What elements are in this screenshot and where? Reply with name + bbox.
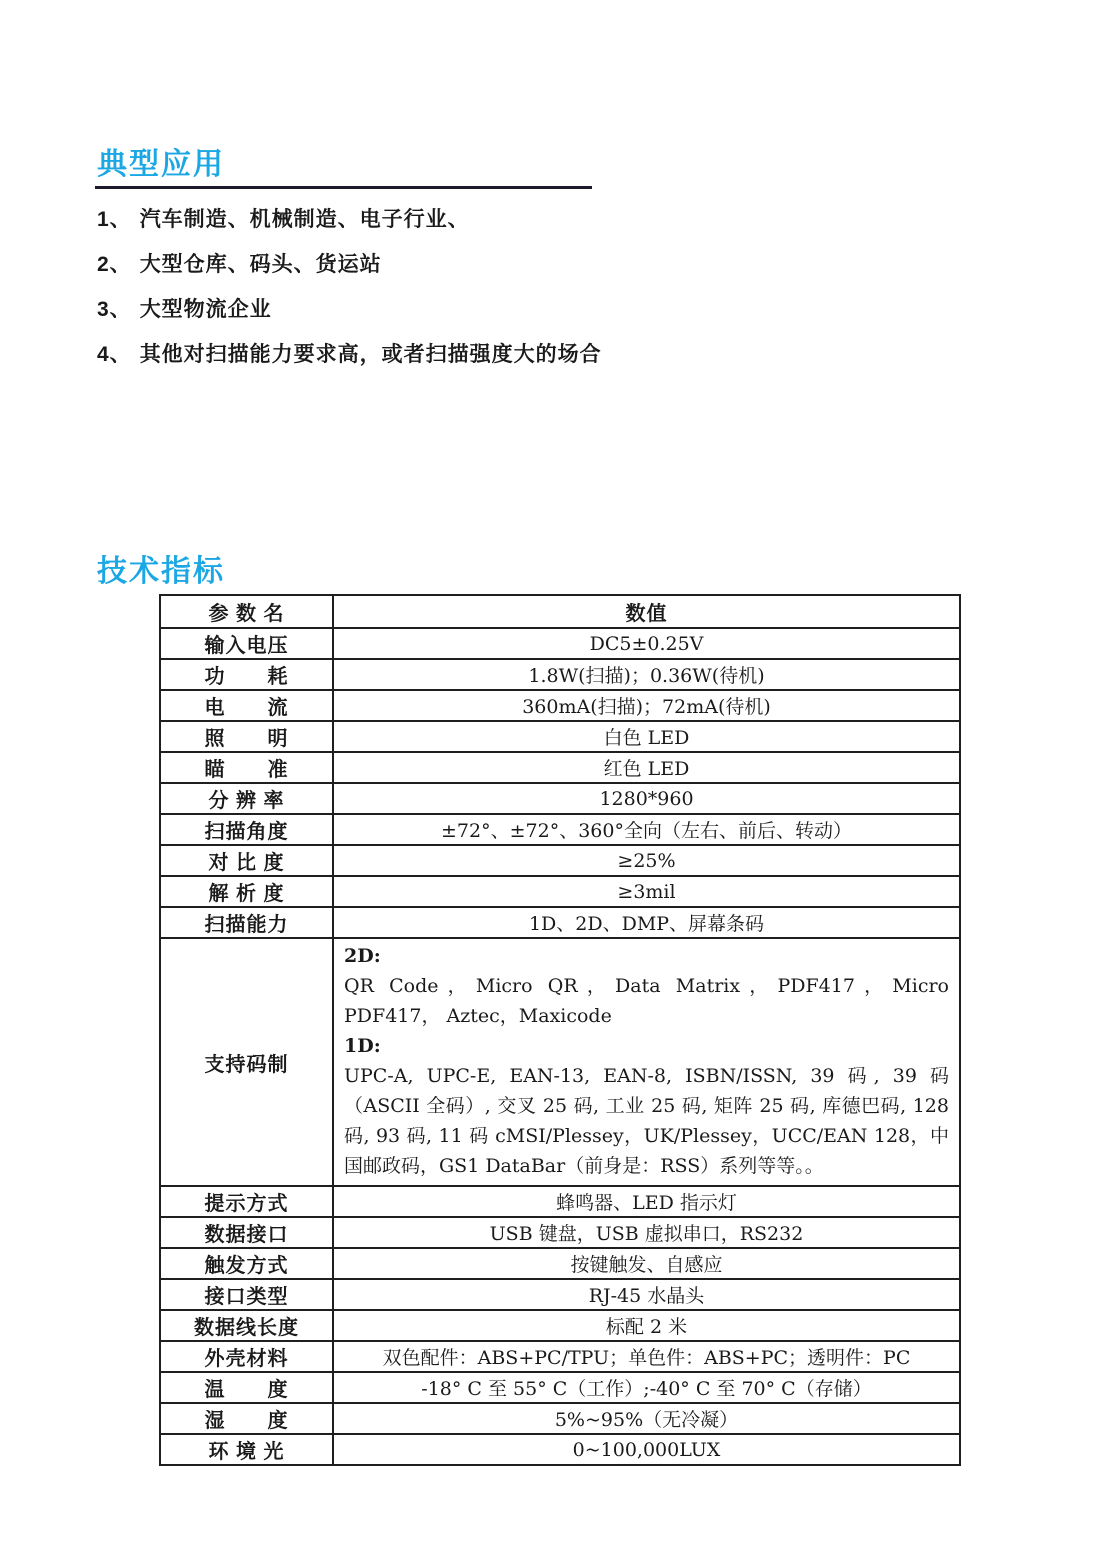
spec-param-cell: 湿 度 <box>160 1403 333 1434</box>
spec-param-cell: 瞄 准 <box>160 752 333 783</box>
spec-row <box>160 938 960 1186</box>
spec-value-cell: RJ-45 水晶头 <box>333 1279 960 1310</box>
spec-row <box>160 1310 960 1341</box>
application-item-text: 汽车制造、机械制造、电子行业、 <box>139 208 470 231</box>
spec-value-cell: DC5±0.25V <box>333 628 960 659</box>
spec-row <box>160 876 960 907</box>
spec-param-cell: 环 境 光 <box>160 1434 333 1465</box>
application-item-number: 4、 <box>97 343 132 366</box>
spec-param-cell: 扫描角度 <box>160 814 333 845</box>
spec-param-cell: 触发方式 <box>160 1248 333 1279</box>
spec-row <box>160 628 960 659</box>
spec-param-cell: 功 耗 <box>160 659 333 690</box>
spec-param-cell: 支持码制 <box>160 938 333 1186</box>
spec-param-cell: 扫描能力 <box>160 907 333 938</box>
specs-section-title: 技术指标 <box>97 555 225 588</box>
spec-row <box>160 1434 960 1465</box>
spec-value-cell: 1D、2D、DMP、屏幕条码 <box>333 907 960 938</box>
spec-row <box>160 659 960 690</box>
spec-param-cell: 数据接口 <box>160 1217 333 1248</box>
spec-row <box>160 1217 960 1248</box>
application-item-1 <box>97 206 997 234</box>
application-item-4 <box>97 341 997 369</box>
spec-value-cell: 白色 LED <box>333 721 960 752</box>
spec-value-cell: 5%~95%（无冷凝） <box>333 1403 960 1434</box>
spec-row <box>160 1372 960 1403</box>
spec-row <box>160 1341 960 1372</box>
spec-header-value: 数值 <box>333 595 960 628</box>
spec-param-cell: 接口类型 <box>160 1279 333 1310</box>
code-family-text: QR Code，Micro QR，Data Matrix，PDF417，Micro PDF417， Aztec，Maxicode <box>344 975 949 1027</box>
spec-param-cell: 输入电压 <box>160 628 333 659</box>
application-list <box>97 206 997 386</box>
code-family-text: UPC-A, UPC-E, EAN-13, EAN-8, ISBN/ISSN, 39 码, 39 码（ASCII 全码）, 交叉 25 码, 工业 25 码, 矩阵 25 码, 库德巴码, 128 码, 93 码, 11 码 cMSI/Plessey，UK/Plessey，UCC/EAN 128，中国邮政码，GS1 DataBar（前身是：RSS）系列等等。。 <box>344 1065 949 1177</box>
spec-value-cell: ±72°、±72°、360°全向（左右、前后、转动） <box>333 814 960 845</box>
spec-row <box>160 907 960 938</box>
spec-value-cell: 360mA(扫描)；72mA(待机) <box>333 690 960 721</box>
application-item-2 <box>97 251 997 279</box>
spec-row <box>160 1403 960 1434</box>
spec-param-cell: 外壳材料 <box>160 1341 333 1372</box>
spec-row <box>160 783 960 814</box>
spec-row <box>160 1279 960 1310</box>
spec-header-row <box>160 595 960 628</box>
spec-row <box>160 721 960 752</box>
spec-value-cell: 按键触发、自感应 <box>333 1248 960 1279</box>
spec-value-cell: 标配 2 米 <box>333 1310 960 1341</box>
spec-value-cell <box>333 938 960 1186</box>
spec-row <box>160 845 960 876</box>
spec-param-cell: 解 析 度 <box>160 876 333 907</box>
spec-row <box>160 752 960 783</box>
spec-value-cell: ≥25% <box>333 845 960 876</box>
applications-title-rule <box>95 186 592 189</box>
spec-value-cell: ≥3mil <box>333 876 960 907</box>
code-family-label: 2D: <box>344 945 381 967</box>
spec-param-cell: 电 流 <box>160 690 333 721</box>
spec-param-cell: 数据线长度 <box>160 1310 333 1341</box>
spec-row <box>160 1186 960 1217</box>
spec-param-cell: 对 比 度 <box>160 845 333 876</box>
spec-row <box>160 814 960 845</box>
spec-row <box>160 690 960 721</box>
application-item-number: 1、 <box>97 208 132 231</box>
spec-value-cell: 红色 LED <box>333 752 960 783</box>
application-item-3 <box>97 296 997 324</box>
spec-value-cell: 0~100,000LUX <box>333 1434 960 1465</box>
spec-value-cell: 1280*960 <box>333 783 960 814</box>
spec-table-body <box>160 628 960 1465</box>
spec-param-cell: 温 度 <box>160 1372 333 1403</box>
spec-value-cell: USB 键盘，USB 虚拟串口，RS232 <box>333 1217 960 1248</box>
application-item-number: 2、 <box>97 253 132 276</box>
spec-value-cell: 1.8W(扫描)；0.36W(待机) <box>333 659 960 690</box>
spec-header-param: 参 数 名 <box>160 595 333 628</box>
applications-section-title: 典型应用 <box>97 148 225 181</box>
spec-param-cell: 提示方式 <box>160 1186 333 1217</box>
application-item-text: 大型仓库、码头、货运站 <box>139 253 382 276</box>
spec-table-wrap <box>159 594 961 1466</box>
specs-table <box>159 594 961 1466</box>
spec-row <box>160 1248 960 1279</box>
application-item-text: 大型物流企业 <box>139 298 272 321</box>
spec-param-cell: 分 辨 率 <box>160 783 333 814</box>
code-family-label: 1D: <box>344 1035 381 1057</box>
spec-value-cell: 蜂鸣器、LED 指示灯 <box>333 1186 960 1217</box>
application-item-text: 其他对扫描能力要求高，或者扫描强度大的场合 <box>139 343 602 366</box>
spec-value-cell: 双色配件：ABS+PC/TPU；单色件：ABS+PC；透明件：PC <box>333 1341 960 1372</box>
spec-param-cell: 照 明 <box>160 721 333 752</box>
spec-value-cell: -18° C 至 55° C（工作）;-40° C 至 70° C（存储） <box>333 1372 960 1403</box>
application-item-number: 3、 <box>97 298 132 321</box>
